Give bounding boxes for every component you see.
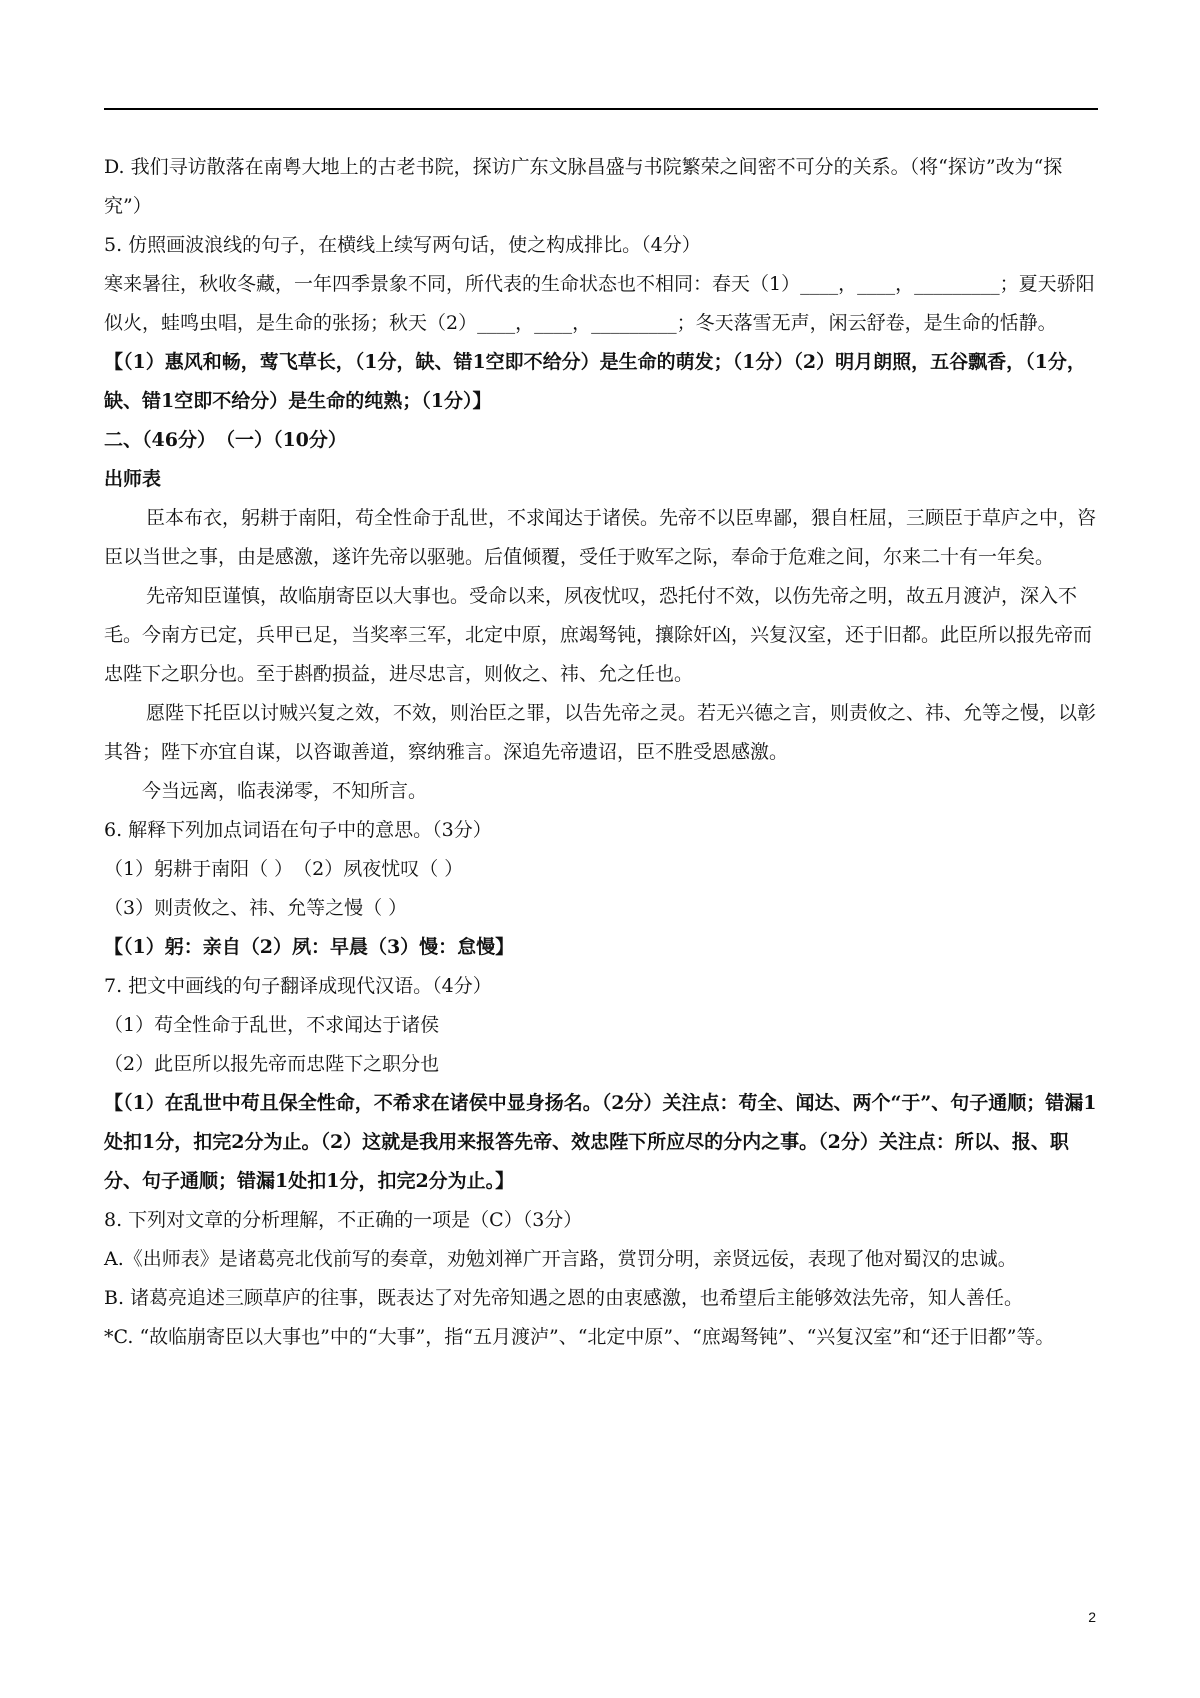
passage-paragraph-4: 今当远离，临表涕零，不知所言。: [142, 780, 428, 802]
passage-paragraph-1: 臣本布衣，躬耕于南阳，苟全性命于乱世，不求闻达于诸侯。先帝不以臣卑鄙，猥自枉屈，三顾臣于草庐之中，咨臣以当世之事，由是感激，遂许先帝以驱驰。后值倾覆，受任于败军之际，奉命于危难之间，尔来二十有一年矣。: [104, 507, 1097, 568]
answer-5: 【（1）惠风和畅，莺飞草长，（1分，缺、错1空即不给分）是生命的萌发；（1分）（2）明月朗照，五谷飘香，（1分，缺、错1空即不给分）是生命的纯熟；（1分）】: [104, 351, 1086, 412]
question-8: 8. 下列对文章的分析理解，不正确的一项是（C）（3分）: [104, 1209, 583, 1231]
question-5-passage: 寒来暑往，秋收冬藏，一年四季景象不同，所代表的生命状态也不相同：春天（1）____，____，_________；夏天骄阳似火，蛙鸣虫唱，是生命的张扬；秋天（2）____，____，_________；冬天落雪无声，闲云舒卷，是生命的恬静。: [104, 273, 1095, 334]
question-7: 7. 把文中画线的句子翻译成现代汉语。（4分）: [104, 975, 492, 997]
document-body: [104, 148, 1098, 1357]
header-rule: [104, 108, 1098, 110]
section-heading: 二、（46分） （一）（10分）: [104, 429, 347, 451]
passage-paragraph-3: 愿陛下托臣以讨贼兴复之效，不效，则治臣之罪，以告先帝之灵。若无兴德之言，则责攸之、祎、允等之慢，以彰其咎；陛下亦宜自谋，以咨诹善道，察纳雅言。深追先帝遗诏，臣不胜受恩感激。: [104, 702, 1097, 763]
answer-6: 【（1）躬：亲自（2）夙：早晨（3）慢：怠慢】: [104, 936, 515, 958]
page-number: 2: [1088, 1609, 1096, 1625]
answer-7: 【（1）在乱世中苟且保全性命，不希求在诸侯中显身扬名。（2分）关注点：苟全、闻达、两个“于”、句子通顺；错漏1处扣1分，扣完2分为止。（2）这就是我用来报答先帝、效忠陛下所应尽的分内之事。（2分）关注点：所以、报、职分、句子通顺；错漏1处扣1分，扣完2分为止。】: [104, 1092, 1097, 1192]
question-8-option-b: B. 诸葛亮追述三顾草庐的往事，既表达了对先帝知遇之恩的由衷感激，也希望后主能够效法先帝，知人善任。: [104, 1287, 1024, 1309]
question-7-item-1: （1）苟全性命于乱世，不求闻达于诸侯: [104, 1014, 440, 1036]
question-5: 5. 仿照画波浪线的句子，在横线上续写两句话，使之构成排比。（4分）: [104, 234, 701, 256]
question-6-items-1: （1）躬耕于南阳（ ） （2）夙夜忧叹（ ）: [104, 858, 464, 880]
question-7-item-2: （2）此臣所以报先帝而忠陛下之职分也: [104, 1053, 440, 1075]
passage-title: 出师表: [104, 468, 162, 490]
question-6: 6. 解释下列加点词语在句子中的意思。（3分）: [104, 819, 492, 841]
question-8-option-a: A.《出师表》是诸葛亮北伐前写的奏章，劝勉刘禅广开言路，赏罚分明，亲贤远佞，表现了他对蜀汉的忠诚。: [104, 1248, 1017, 1270]
question-6-items-2: （3）则责攸之、祎、允等之慢（ ）: [104, 897, 408, 919]
passage-paragraph-2: 先帝知臣谨慎，故临崩寄臣以大事也。受命以来，夙夜忧叹，恐托付不效，以伤先帝之明，故五月渡泸，深入不毛。今南方已定，兵甲已足，当奖率三军，北定中原，庶竭驽钝，攘除奸凶，兴复汉室，还于旧都。此臣所以报先帝而忠陛下之职分也。至于斟酌损益，进尽忠言，则攸之、祎、允之任也。: [104, 585, 1093, 685]
option-d: D. 我们寻访散落在南粤大地上的古老书院，探访广东文脉昌盛与书院繁荣之间密不可分的关系。（将“探访”改为“探究”）: [104, 156, 1063, 217]
question-8-option-c: *C. “故临崩寄臣以大事也”中的“大事”，指“五月渡泸”、“北定中原”、“庶竭驽钝”、“兴复汉室”和“还于旧都”等。: [104, 1326, 1055, 1348]
